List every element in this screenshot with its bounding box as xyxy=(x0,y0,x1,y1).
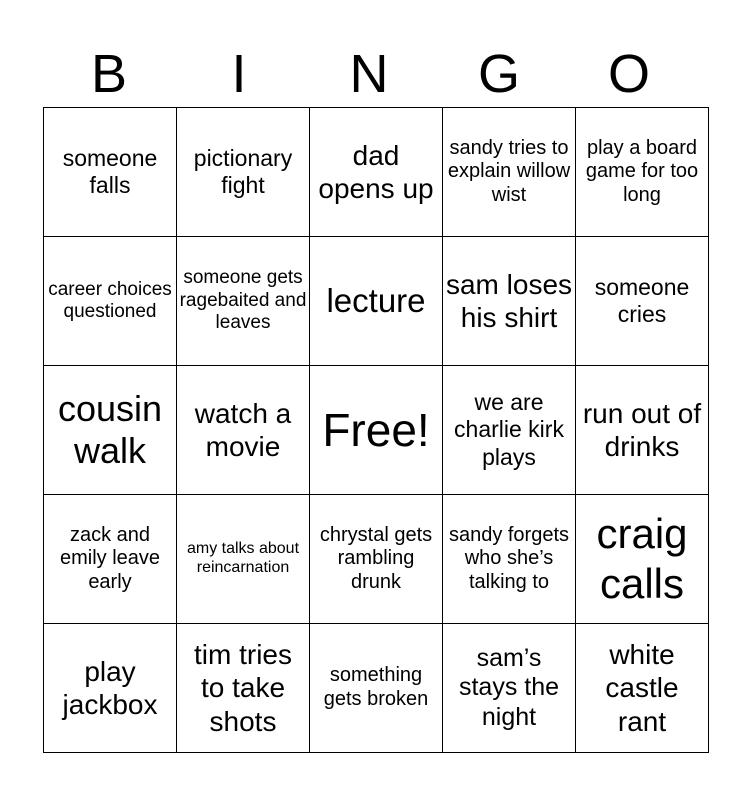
header-letter-g: G xyxy=(477,44,520,104)
bingo-cell[interactable]: we are charlie kirk plays xyxy=(443,366,576,495)
header-letter-b: B xyxy=(90,44,128,104)
bingo-cell[interactable]: chrystal gets rambling drunk xyxy=(310,495,443,624)
bingo-header xyxy=(44,40,694,108)
bingo-cell[interactable]: tim tries to take shots xyxy=(177,624,310,753)
bingo-row xyxy=(44,624,709,753)
bingo-cell[interactable]: zack and emily leave early xyxy=(44,495,177,624)
bingo-cell[interactable]: watch a movie xyxy=(177,366,310,495)
free-space-cell[interactable]: Free! xyxy=(310,366,443,495)
header-letter-o: O xyxy=(607,44,650,104)
bingo-cell[interactable]: lecture xyxy=(310,237,443,366)
bingo-row xyxy=(44,495,709,624)
bingo-cell[interactable]: someone falls xyxy=(44,108,177,237)
bingo-cell[interactable]: sandy forgets who she’s talking to xyxy=(443,495,576,624)
header-letter-n: N xyxy=(349,44,389,104)
bingo-row xyxy=(44,108,709,237)
bingo-cell[interactable]: something gets broken xyxy=(310,624,443,753)
bingo-grid xyxy=(43,107,709,753)
bingo-cell[interactable]: play jackbox xyxy=(44,624,177,753)
bingo-cell[interactable]: dad opens up xyxy=(310,108,443,237)
bingo-cell[interactable]: play a board game for too long xyxy=(576,108,709,237)
bingo-cell[interactable]: craig calls xyxy=(576,495,709,624)
bingo-row xyxy=(44,366,709,495)
bingo-row xyxy=(44,237,709,366)
header-letter-i: I xyxy=(231,44,247,104)
bingo-cell[interactable]: white castle rant xyxy=(576,624,709,753)
bingo-cell[interactable]: cousin walk xyxy=(44,366,177,495)
bingo-cell[interactable]: someone cries xyxy=(576,237,709,366)
bingo-cell[interactable]: sandy tries to explain willow wist xyxy=(443,108,576,237)
bingo-cell[interactable]: run out of drinks xyxy=(576,366,709,495)
bingo-cell[interactable]: pictionary fight xyxy=(177,108,310,237)
bingo-cell[interactable]: sam’s stays the night xyxy=(443,624,576,753)
bingo-cell[interactable]: sam loses his shirt xyxy=(443,237,576,366)
bingo-cell[interactable]: career choices questioned xyxy=(44,237,177,366)
bingo-cell[interactable]: amy talks about reincarnation xyxy=(177,495,310,624)
bingo-cell[interactable]: someone gets ragebaited and leaves xyxy=(177,237,310,366)
